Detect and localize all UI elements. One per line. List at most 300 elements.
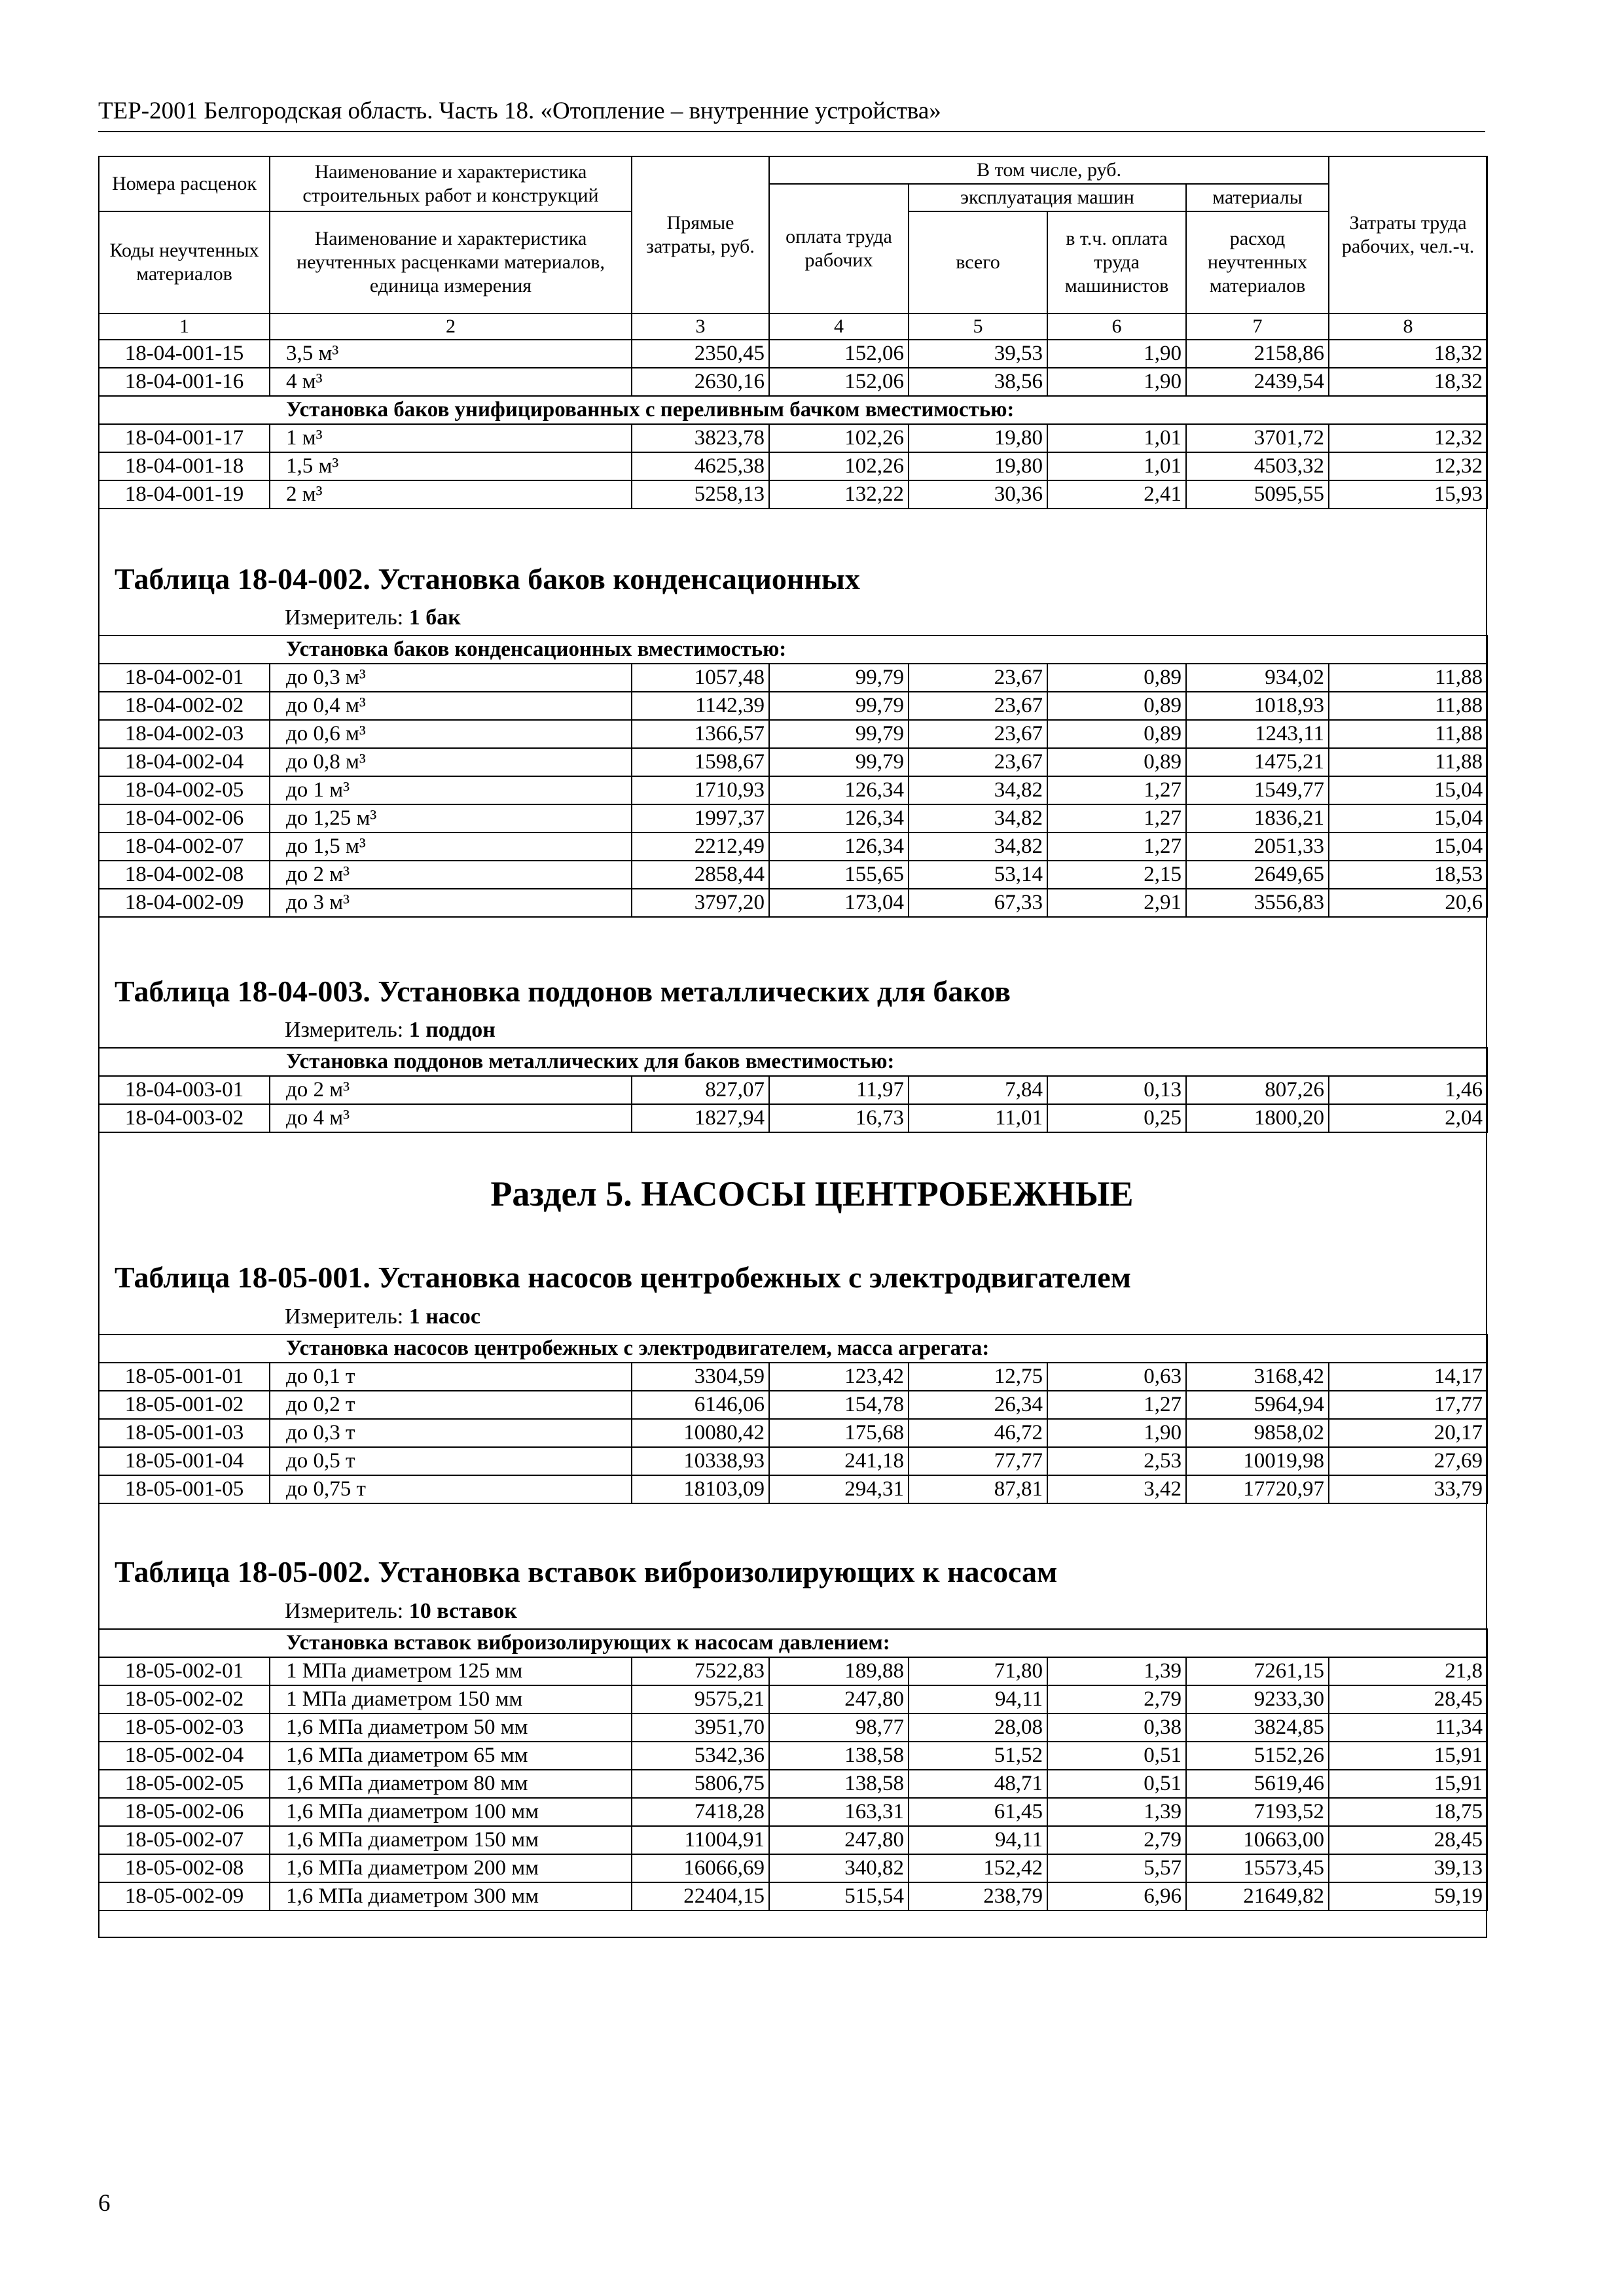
machines-total-cell: 94,11 <box>909 1685 1047 1713</box>
col-number: 5 <box>909 314 1047 340</box>
labor-hours-cell: 28,45 <box>1329 1826 1487 1854</box>
materials-cost-cell: 1549,77 <box>1186 776 1329 804</box>
table-row <box>99 1742 1487 1770</box>
labor-hours-cell: 12,32 <box>1329 452 1487 480</box>
direct-costs-cell: 1997,37 <box>632 804 769 833</box>
labor-hours-cell: 15,91 <box>1329 1770 1487 1798</box>
labor-pay-cell: 163,31 <box>769 1798 909 1826</box>
labor-hours-cell: 20,6 <box>1329 889 1487 917</box>
labor-hours-cell: 17,77 <box>1329 1391 1487 1419</box>
machines-total-cell: 12,75 <box>909 1363 1047 1391</box>
materials-cost-cell: 5095,55 <box>1186 480 1329 509</box>
col-number: 4 <box>769 314 909 340</box>
table-row <box>99 861 1487 889</box>
work-name-cell: до 4 м³ <box>270 1104 632 1132</box>
materials-cost-cell: 17720,97 <box>1186 1475 1329 1503</box>
direct-costs-cell: 1827,94 <box>632 1104 769 1132</box>
machinists-pay-cell: 6,96 <box>1047 1882 1186 1910</box>
work-name-cell: до 0,2 т <box>270 1391 632 1419</box>
materials-cost-cell: 7193,52 <box>1186 1798 1329 1826</box>
machinists-pay-cell: 0,51 <box>1047 1770 1186 1798</box>
table-row <box>99 1854 1487 1882</box>
table-row <box>99 340 1487 368</box>
direct-costs-cell: 4625,38 <box>632 452 769 480</box>
table-18-04-002 <box>98 635 1488 918</box>
work-name-cell: 1 м³ <box>270 424 632 452</box>
direct-costs-cell: 827,07 <box>632 1076 769 1104</box>
machines-total-cell: 28,08 <box>909 1713 1047 1742</box>
table-row <box>99 889 1487 917</box>
page-number: 6 <box>98 2190 111 2217</box>
labor-pay-cell: 99,79 <box>769 664 909 692</box>
machines-total-cell: 87,81 <box>909 1475 1047 1503</box>
machinists-pay-cell: 0,13 <box>1047 1076 1186 1104</box>
machines-total-cell: 48,71 <box>909 1770 1047 1798</box>
materials-cost-cell: 2051,33 <box>1186 833 1329 861</box>
rate-code-cell: 18-04-002-08 <box>99 861 270 889</box>
materials-cost-cell: 1800,20 <box>1186 1104 1329 1132</box>
labor-hours-cell: 11,88 <box>1329 664 1487 692</box>
table-18-04-003 <box>98 1047 1488 1133</box>
rate-code-cell: 18-04-003-01 <box>99 1076 270 1104</box>
direct-costs-cell: 7418,28 <box>632 1798 769 1826</box>
table-row <box>99 1657 1487 1685</box>
group-heading: Установка баков конденсационных вместимостью: <box>99 636 1487 664</box>
table-18-05-001 <box>98 1334 1488 1504</box>
work-name-cell: до 0,3 м³ <box>270 664 632 692</box>
labor-hours-cell: 15,04 <box>1329 804 1487 833</box>
rate-code-cell: 18-04-001-19 <box>99 480 270 509</box>
col-work-name-header: Наименование и характеристика строительных работ и конструкций <box>270 156 632 211</box>
labor-pay-cell: 99,79 <box>769 748 909 776</box>
rate-code-cell: 18-04-001-16 <box>99 368 270 396</box>
group-heading: Установка вставок виброизолирующих к насосам давлением: <box>99 1629 1487 1657</box>
materials-cost-cell: 1018,93 <box>1186 692 1329 720</box>
work-name-cell: 1 МПа диаметром 150 мм <box>270 1685 632 1713</box>
materials-cost-cell: 3556,83 <box>1186 889 1329 917</box>
labor-pay-cell: 126,34 <box>769 776 909 804</box>
work-name-cell: до 1 м³ <box>270 776 632 804</box>
machinists-pay-cell: 1,27 <box>1047 833 1186 861</box>
table-row <box>99 1447 1487 1475</box>
direct-costs-cell: 3797,20 <box>632 889 769 917</box>
machines-total-cell: 23,67 <box>909 664 1047 692</box>
rate-code-cell: 18-04-002-05 <box>99 776 270 804</box>
work-name-cell: до 1,5 м³ <box>270 833 632 861</box>
table-row <box>99 664 1487 692</box>
machines-total-cell: 67,33 <box>909 889 1047 917</box>
materials-cost-cell: 934,02 <box>1186 664 1329 692</box>
labor-pay-cell: 241,18 <box>769 1447 909 1475</box>
machinists-pay-cell: 1,90 <box>1047 1419 1186 1447</box>
materials-cost-cell: 1243,11 <box>1186 720 1329 748</box>
labor-pay-cell: 102,26 <box>769 452 909 480</box>
group-heading: Установка баков унифицированных с переливным бачком вместимостью: <box>99 396 1487 424</box>
direct-costs-cell: 2212,49 <box>632 833 769 861</box>
rate-code-cell: 18-04-002-07 <box>99 833 270 861</box>
machinists-pay-cell: 1,39 <box>1047 1798 1186 1826</box>
work-name-cell: 1,6 МПа диаметром 200 мм <box>270 1854 632 1882</box>
labor-pay-cell: 515,54 <box>769 1882 909 1910</box>
machinists-pay-cell: 2,41 <box>1047 480 1186 509</box>
machines-total-cell: 11,01 <box>909 1104 1047 1132</box>
col-machines-total-header: всего <box>909 211 1047 314</box>
machinists-pay-cell: 1,39 <box>1047 1657 1186 1685</box>
labor-pay-cell: 99,79 <box>769 692 909 720</box>
labor-pay-cell: 98,77 <box>769 1713 909 1742</box>
labor-pay-cell: 99,79 <box>769 720 909 748</box>
machines-total-cell: 34,82 <box>909 833 1047 861</box>
col-rate-number-header: Номера расценок <box>99 156 270 211</box>
machinists-pay-cell: 0,89 <box>1047 692 1186 720</box>
col-labor-hours-header: Затраты труда рабочих, чел.-ч. <box>1329 156 1487 314</box>
col-number: 1 <box>99 314 270 340</box>
materials-cost-cell: 5152,26 <box>1186 1742 1329 1770</box>
machinists-pay-cell: 3,42 <box>1047 1475 1186 1503</box>
direct-costs-cell: 9575,21 <box>632 1685 769 1713</box>
section-title: Раздел 5. НАСОСЫ ЦЕНТРОБЕЖНЫЕ <box>490 1174 1134 1213</box>
machines-total-cell: 238,79 <box>909 1882 1047 1910</box>
labor-hours-cell: 20,17 <box>1329 1419 1487 1447</box>
machinists-pay-cell: 2,79 <box>1047 1826 1186 1854</box>
labor-hours-cell: 15,93 <box>1329 480 1487 509</box>
table-row <box>99 424 1487 452</box>
table-row <box>99 776 1487 804</box>
work-name-cell: до 0,8 м³ <box>270 748 632 776</box>
machinists-pay-cell: 2,79 <box>1047 1685 1186 1713</box>
machinists-pay-cell: 0,89 <box>1047 748 1186 776</box>
labor-pay-cell: 11,97 <box>769 1076 909 1104</box>
machinists-pay-cell: 0,89 <box>1047 664 1186 692</box>
labor-pay-cell: 138,58 <box>769 1770 909 1798</box>
direct-costs-cell: 1142,39 <box>632 692 769 720</box>
materials-cost-cell: 10019,98 <box>1186 1447 1329 1475</box>
machinists-pay-cell: 1,01 <box>1047 452 1186 480</box>
labor-pay-cell: 175,68 <box>769 1419 909 1447</box>
materials-cost-cell: 21649,82 <box>1186 1882 1329 1910</box>
labor-hours-cell: 14,17 <box>1329 1363 1487 1391</box>
labor-hours-cell: 27,69 <box>1329 1447 1487 1475</box>
rate-code-cell: 18-05-001-02 <box>99 1391 270 1419</box>
direct-costs-cell: 5342,36 <box>632 1742 769 1770</box>
labor-hours-cell: 15,04 <box>1329 776 1487 804</box>
direct-costs-cell: 3304,59 <box>632 1363 769 1391</box>
labor-hours-cell: 21,8 <box>1329 1657 1487 1685</box>
rate-code-cell: 18-04-002-02 <box>99 692 270 720</box>
table-row <box>99 1826 1487 1854</box>
materials-cost-cell: 807,26 <box>1186 1076 1329 1104</box>
machinists-pay-cell: 2,53 <box>1047 1447 1186 1475</box>
page-header: ТЕР-2001 Белгородская область. Часть 18. «Отопление – внутренние устройства» <box>98 98 941 124</box>
labor-hours-cell: 1,46 <box>1329 1076 1487 1104</box>
direct-costs-cell: 10080,42 <box>632 1419 769 1447</box>
work-name-cell: до 0,4 м³ <box>270 692 632 720</box>
col-material-codes-header: Коды неучтенных материалов <box>99 211 270 314</box>
rate-code-cell: 18-05-002-04 <box>99 1742 270 1770</box>
direct-costs-cell: 11004,91 <box>632 1826 769 1854</box>
work-name-cell: до 2 м³ <box>270 861 632 889</box>
work-name-cell: до 0,5 т <box>270 1447 632 1475</box>
materials-cost-cell: 2158,86 <box>1186 340 1329 368</box>
labor-hours-cell: 18,75 <box>1329 1798 1487 1826</box>
table-row <box>99 1882 1487 1910</box>
work-name-cell: до 2 м³ <box>270 1076 632 1104</box>
labor-pay-cell: 126,34 <box>769 804 909 833</box>
labor-pay-cell: 152,06 <box>769 368 909 396</box>
machinists-pay-cell: 1,27 <box>1047 1391 1186 1419</box>
labor-hours-cell: 15,91 <box>1329 1742 1487 1770</box>
rate-code-cell: 18-04-002-04 <box>99 748 270 776</box>
col-machinists-pay-header: в т.ч. оплата труда машинистов <box>1047 211 1186 314</box>
direct-costs-cell: 1710,93 <box>632 776 769 804</box>
work-name-cell: 4 м³ <box>270 368 632 396</box>
machinists-pay-cell: 1,90 <box>1047 368 1186 396</box>
work-name-cell: до 3 м³ <box>270 889 632 917</box>
direct-costs-cell: 10338,93 <box>632 1447 769 1475</box>
direct-costs-cell: 2858,44 <box>632 861 769 889</box>
rate-code-cell: 18-04-001-17 <box>99 424 270 452</box>
rate-code-cell: 18-04-003-02 <box>99 1104 270 1132</box>
labor-hours-cell: 18,32 <box>1329 340 1487 368</box>
labor-pay-cell: 132,22 <box>769 480 909 509</box>
machinists-pay-cell: 0,63 <box>1047 1363 1186 1391</box>
col-number: 2 <box>270 314 632 340</box>
direct-costs-cell: 22404,15 <box>632 1882 769 1910</box>
col-including-header: В том числе, руб. <box>769 156 1329 184</box>
rate-code-cell: 18-05-002-06 <box>99 1798 270 1826</box>
machinists-pay-cell: 0,89 <box>1047 720 1186 748</box>
work-name-cell: 1,6 МПа диаметром 50 мм <box>270 1713 632 1742</box>
materials-cost-cell: 1475,21 <box>1186 748 1329 776</box>
machinists-pay-cell: 1,01 <box>1047 424 1186 452</box>
col-machines-header: эксплуатация машин <box>909 184 1186 211</box>
table-row <box>99 1363 1487 1391</box>
table-row <box>99 452 1487 480</box>
direct-costs-cell: 7522,83 <box>632 1657 769 1685</box>
col-materials-header: материалы <box>1186 184 1329 211</box>
work-name-cell: до 0,1 т <box>270 1363 632 1391</box>
direct-costs-cell: 1366,57 <box>632 720 769 748</box>
labor-hours-cell: 11,34 <box>1329 1713 1487 1742</box>
materials-cost-cell: 9858,02 <box>1186 1419 1329 1447</box>
col-labor-pay-header: оплата труда рабочих <box>769 184 909 314</box>
materials-cost-cell: 3168,42 <box>1186 1363 1329 1391</box>
col-material-name-header: Наименование и характеристика неучтенных расценками материалов, единица измерения <box>270 211 632 314</box>
materials-cost-cell: 2439,54 <box>1186 368 1329 396</box>
table-row <box>99 748 1487 776</box>
rate-code-cell: 18-05-001-04 <box>99 1447 270 1475</box>
work-name-cell: 3,5 м³ <box>270 340 632 368</box>
machinists-pay-cell: 2,15 <box>1047 861 1186 889</box>
work-name-cell: до 0,3 т <box>270 1419 632 1447</box>
work-name-cell: 2 м³ <box>270 480 632 509</box>
header-divider <box>98 131 1485 132</box>
rates-table <box>98 156 1488 509</box>
machines-total-cell: 77,77 <box>909 1447 1047 1475</box>
table-row <box>99 720 1487 748</box>
rate-code-cell: 18-05-002-07 <box>99 1826 270 1854</box>
labor-pay-cell: 102,26 <box>769 424 909 452</box>
materials-cost-cell: 4503,32 <box>1186 452 1329 480</box>
rate-code-cell: 18-05-002-03 <box>99 1713 270 1742</box>
machines-total-cell: 23,67 <box>909 748 1047 776</box>
labor-hours-cell: 18,32 <box>1329 368 1487 396</box>
labor-hours-cell: 18,53 <box>1329 861 1487 889</box>
work-name-cell: 1 МПа диаметром 125 мм <box>270 1657 632 1685</box>
direct-costs-cell: 2630,16 <box>632 368 769 396</box>
direct-costs-cell: 2350,45 <box>632 340 769 368</box>
machines-total-cell: 53,14 <box>909 861 1047 889</box>
table-row <box>99 1104 1487 1132</box>
labor-pay-cell: 123,42 <box>769 1363 909 1391</box>
work-name-cell: до 0,6 м³ <box>270 720 632 748</box>
group-heading: Установка насосов центробежных с электродвигателем, масса агрегата: <box>99 1335 1487 1363</box>
machines-total-cell: 38,56 <box>909 368 1047 396</box>
work-name-cell: 1,6 МПа диаметром 100 мм <box>270 1798 632 1826</box>
rate-code-cell: 18-05-002-01 <box>99 1657 270 1685</box>
rate-code-cell: 18-05-002-05 <box>99 1770 270 1798</box>
machinists-pay-cell: 1,27 <box>1047 776 1186 804</box>
work-name-cell: до 0,75 т <box>270 1475 632 1503</box>
machines-total-cell: 34,82 <box>909 776 1047 804</box>
col-number: 3 <box>632 314 769 340</box>
machines-total-cell: 152,42 <box>909 1854 1047 1882</box>
table-row <box>99 1685 1487 1713</box>
machinists-pay-cell: 0,38 <box>1047 1713 1186 1742</box>
materials-cost-cell: 3701,72 <box>1186 424 1329 452</box>
labor-pay-cell: 247,80 <box>769 1826 909 1854</box>
rate-code-cell: 18-04-001-18 <box>99 452 270 480</box>
measure-unit: Измеритель: 1 поддон <box>285 1018 496 1042</box>
machinists-pay-cell: 0,25 <box>1047 1104 1186 1132</box>
work-name-cell: 1,6 МПа диаметром 80 мм <box>270 1770 632 1798</box>
table-row <box>99 692 1487 720</box>
col-number: 7 <box>1186 314 1329 340</box>
machines-total-cell: 61,45 <box>909 1798 1047 1826</box>
machinists-pay-cell: 1,27 <box>1047 804 1186 833</box>
table-row <box>99 480 1487 509</box>
work-name-cell: 1,5 м³ <box>270 452 632 480</box>
labor-hours-cell: 11,88 <box>1329 720 1487 748</box>
machinists-pay-cell: 5,57 <box>1047 1854 1186 1882</box>
machines-total-cell: 71,80 <box>909 1657 1047 1685</box>
table-row <box>99 1076 1487 1104</box>
materials-cost-cell: 15573,45 <box>1186 1854 1329 1882</box>
labor-hours-cell: 28,45 <box>1329 1685 1487 1713</box>
materials-cost-cell: 1836,21 <box>1186 804 1329 833</box>
rate-code-cell: 18-05-001-05 <box>99 1475 270 1503</box>
materials-cost-cell: 9233,30 <box>1186 1685 1329 1713</box>
direct-costs-cell: 6146,06 <box>632 1391 769 1419</box>
rate-code-cell: 18-04-002-09 <box>99 889 270 917</box>
measure-unit: Измеритель: 1 насос <box>285 1304 480 1329</box>
machinists-pay-cell: 1,90 <box>1047 340 1186 368</box>
materials-cost-cell: 2649,65 <box>1186 861 1329 889</box>
labor-hours-cell: 11,88 <box>1329 748 1487 776</box>
table-row <box>99 1798 1487 1826</box>
machines-total-cell: 46,72 <box>909 1419 1047 1447</box>
labor-pay-cell: 155,65 <box>769 861 909 889</box>
rate-code-cell: 18-04-001-15 <box>99 340 270 368</box>
machinists-pay-cell: 0,51 <box>1047 1742 1186 1770</box>
direct-costs-cell: 3823,78 <box>632 424 769 452</box>
machines-total-cell: 23,67 <box>909 692 1047 720</box>
machines-total-cell: 39,53 <box>909 340 1047 368</box>
labor-pay-cell: 16,73 <box>769 1104 909 1132</box>
labor-hours-cell: 11,88 <box>1329 692 1487 720</box>
labor-pay-cell: 340,82 <box>769 1854 909 1882</box>
table-title: Таблица 18-05-002. Установка вставок виброизолирующих к насосам <box>115 1555 1058 1588</box>
work-name-cell: до 1,25 м³ <box>270 804 632 833</box>
direct-costs-cell: 3951,70 <box>632 1713 769 1742</box>
machines-total-cell: 19,80 <box>909 452 1047 480</box>
measure-unit: Измеритель: 10 вставок <box>285 1599 517 1623</box>
col-materials-usage-header: расход неучтенных материалов <box>1186 211 1329 314</box>
materials-cost-cell: 7261,15 <box>1186 1657 1329 1685</box>
labor-hours-cell: 33,79 <box>1329 1475 1487 1503</box>
machines-total-cell: 51,52 <box>909 1742 1047 1770</box>
work-name-cell: 1,6 МПа диаметром 65 мм <box>270 1742 632 1770</box>
machines-total-cell: 26,34 <box>909 1391 1047 1419</box>
machines-total-cell: 7,84 <box>909 1076 1047 1104</box>
work-name-cell: 1,6 МПа диаметром 150 мм <box>270 1826 632 1854</box>
machinists-pay-cell: 2,91 <box>1047 889 1186 917</box>
labor-pay-cell: 126,34 <box>769 833 909 861</box>
table-row <box>99 368 1487 396</box>
table-row <box>99 1713 1487 1742</box>
labor-pay-cell: 152,06 <box>769 340 909 368</box>
rate-code-cell: 18-05-002-02 <box>99 1685 270 1713</box>
machines-total-cell: 34,82 <box>909 804 1047 833</box>
labor-hours-cell: 59,19 <box>1329 1882 1487 1910</box>
table-row <box>99 833 1487 861</box>
materials-cost-cell: 10663,00 <box>1186 1826 1329 1854</box>
table-18-05-002 <box>98 1628 1488 1911</box>
rate-code-cell: 18-05-001-01 <box>99 1363 270 1391</box>
col-number: 8 <box>1329 314 1487 340</box>
materials-cost-cell: 3824,85 <box>1186 1713 1329 1742</box>
direct-costs-cell: 1598,67 <box>632 748 769 776</box>
labor-hours-cell: 12,32 <box>1329 424 1487 452</box>
machines-total-cell: 23,67 <box>909 720 1047 748</box>
table-row <box>99 1419 1487 1447</box>
machines-total-cell: 19,80 <box>909 424 1047 452</box>
table-row <box>99 1770 1487 1798</box>
labor-hours-cell: 39,13 <box>1329 1854 1487 1882</box>
labor-pay-cell: 247,80 <box>769 1685 909 1713</box>
column-numbers-row <box>99 314 1487 340</box>
table-row <box>99 1391 1487 1419</box>
direct-costs-cell: 1057,48 <box>632 664 769 692</box>
labor-pay-cell: 138,58 <box>769 1742 909 1770</box>
direct-costs-cell: 18103,09 <box>632 1475 769 1503</box>
rate-code-cell: 18-05-002-09 <box>99 1882 270 1910</box>
rate-code-cell: 18-04-002-03 <box>99 720 270 748</box>
measure-unit: Измеритель: 1 бак <box>285 605 461 630</box>
materials-cost-cell: 5964,94 <box>1186 1391 1329 1419</box>
col-number: 6 <box>1047 314 1186 340</box>
table-row <box>99 1475 1487 1503</box>
rate-code-cell: 18-05-002-08 <box>99 1854 270 1882</box>
machines-total-cell: 30,36 <box>909 480 1047 509</box>
group-heading: Установка поддонов металлических для баков вместимостью: <box>99 1048 1487 1076</box>
rate-code-cell: 18-04-002-01 <box>99 664 270 692</box>
table-title: Таблица 18-04-002. Установка баков конденсационных <box>115 562 860 596</box>
machines-total-cell: 94,11 <box>909 1826 1047 1854</box>
labor-hours-cell: 15,04 <box>1329 833 1487 861</box>
materials-cost-cell: 5619,46 <box>1186 1770 1329 1798</box>
col-direct-costs-header: Прямые затраты, руб. <box>632 156 769 314</box>
